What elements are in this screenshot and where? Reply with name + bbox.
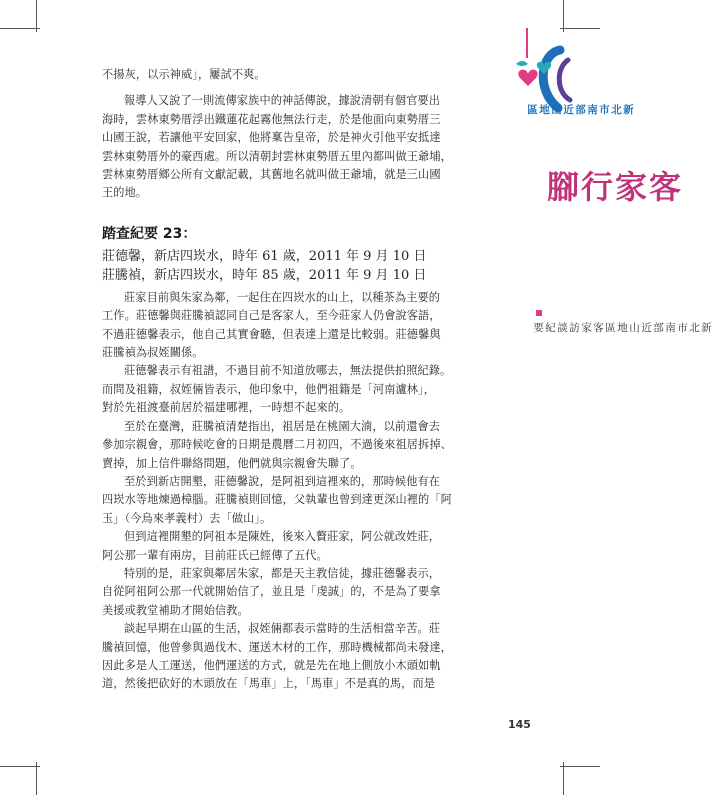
text-line: 工作。莊德馨與莊騰禎認同自己是客家人，至今莊家人仍會說客語， bbox=[102, 309, 441, 323]
paragraph bbox=[102, 92, 484, 202]
page-number: 145 bbox=[508, 718, 531, 731]
text-line: 雲林東勢厝鄉公所有文獻記載，其舊地名就叫做王爺埔，就是三山國 bbox=[102, 168, 441, 182]
crop-mark bbox=[0, 28, 40, 29]
text-line: 阿公那一輩有兩房，目前莊氏已經傳了五代。 bbox=[102, 548, 328, 562]
paragraph bbox=[102, 528, 484, 565]
region-label: 新北市南部近山地區 bbox=[526, 104, 634, 116]
text-line: 山國王說，若讓他平安回家，他將稟告皇帝，於是神火引他平安抵達 bbox=[102, 131, 441, 145]
text-line: 報導人又說了一則流傳家族中的神話傳說，據說清朝有個官要出 bbox=[124, 94, 441, 108]
text-line: 莊家目前與朱家為鄰，一起住在四崁水的山上，以種茶為主要的 bbox=[124, 290, 441, 304]
text-line: 不過莊德馨表示，他自己其實會聽，但表達上還是比較弱。莊德馨與 bbox=[102, 327, 441, 341]
text-line: 自從阿祖阿公那一代就開始信了，並且是「虔誠」的，不是為了要拿 bbox=[102, 585, 441, 599]
text-line: 王的地。 bbox=[102, 186, 148, 200]
text-line: 而問及祖籍，叔姪倆皆表示，他印象中，他們祖籍是「河南瀘林」， bbox=[102, 382, 436, 396]
text-line: 但到這裡開墾的阿祖本是陳姓，後來入贅莊家，阿公就改姓莊， bbox=[124, 530, 441, 544]
paragraph bbox=[102, 289, 484, 363]
crop-mark bbox=[0, 766, 40, 767]
text-line: 莊騰禎為叔姪關係。 bbox=[102, 346, 204, 360]
calligraphy-title: 客家行腳 bbox=[542, 170, 682, 202]
text-line: 至於在臺灣，莊騰禎清楚指出，祖居是在桃園大湳，以前還會去 bbox=[124, 419, 441, 433]
main-content bbox=[102, 66, 484, 694]
crop-mark bbox=[36, 762, 37, 795]
text-line: 雲林東勢厝外的豪西處。所以清朝封雲林東勢厝五里內都叫做王爺埔， bbox=[102, 149, 452, 163]
paragraph bbox=[102, 565, 484, 620]
text-line: 對於先祖渡臺前居於福建哪裡，一時想不起來的。 bbox=[102, 401, 351, 415]
text-line: 參加宗親會，那時候吃會的日期是農曆二月初四，不過後來祖居拆掉、 bbox=[102, 438, 452, 452]
text-line: 至於到新店開墾，莊德馨說，是阿祖到這裡來的，那時候他有在 bbox=[124, 474, 441, 488]
text-line: 騰禎回憶，他曾參與過伐木、運送木材的工作，那時機械都尚未發達， bbox=[102, 640, 452, 654]
text-line: 莊德馨表示有祖譜，不過目前不知道放哪去，無法提供拍照紀錄。 bbox=[124, 364, 452, 378]
interviewee-line: 莊騰禎，新店四崁水，時年 85 歲，2011 年 9 月 10 日 bbox=[102, 267, 427, 283]
text-line: 玉」（今烏來孝義村）去「做山」。 bbox=[102, 511, 272, 525]
paragraph bbox=[102, 362, 484, 417]
pink-square-icon bbox=[536, 310, 542, 316]
text-line: 美援或教堂補助才開始信教。 bbox=[102, 603, 249, 617]
paragraph bbox=[102, 66, 484, 84]
interviewee-line: 莊德馨，新店四崁水，時年 61 歲，2011 年 9 月 10 日 bbox=[102, 248, 427, 264]
crop-mark bbox=[563, 762, 564, 795]
crop-mark bbox=[36, 0, 37, 32]
side-subtitle: 新北市南部近山地區客家訪談紀要 bbox=[532, 322, 712, 333]
text-line: 四崁水等地煉過樟腦。莊騰禎則回憶，父執輩也曾到達更深山裡的「阿 bbox=[102, 493, 452, 507]
text-line: 不揚灰，以示神威」，屢試不爽。 bbox=[102, 68, 266, 81]
paragraph bbox=[102, 418, 484, 473]
text-line: 道，然後把砍好的木頭放在「馬車」上，「馬車」不是真的馬，而是 bbox=[102, 677, 436, 691]
text-line: 特別的是，莊家與鄰居朱家，都是天主教信徒，據莊德馨表示， bbox=[124, 566, 441, 580]
paragraph bbox=[102, 620, 484, 694]
crop-mark bbox=[560, 766, 600, 767]
text-line: 談起早期在山區的生活，叔姪倆都表示當時的生活相當辛苦。莊 bbox=[124, 622, 441, 636]
text-line: 因此多是人工運送，他們運送的方式，就是先在地上側放小木頭如軌 bbox=[102, 658, 441, 672]
text-line: 賣掉，加上信件聯絡問題，他們就與宗親會失聯了。 bbox=[102, 456, 362, 470]
section-title: 踏查紀要 23： bbox=[102, 225, 197, 242]
paragraph bbox=[102, 473, 484, 528]
text-line: 海時，雲林東勢厝浮出鐵蓮花起霧他無法行走，於是他面向東勢厝三 bbox=[102, 112, 441, 126]
